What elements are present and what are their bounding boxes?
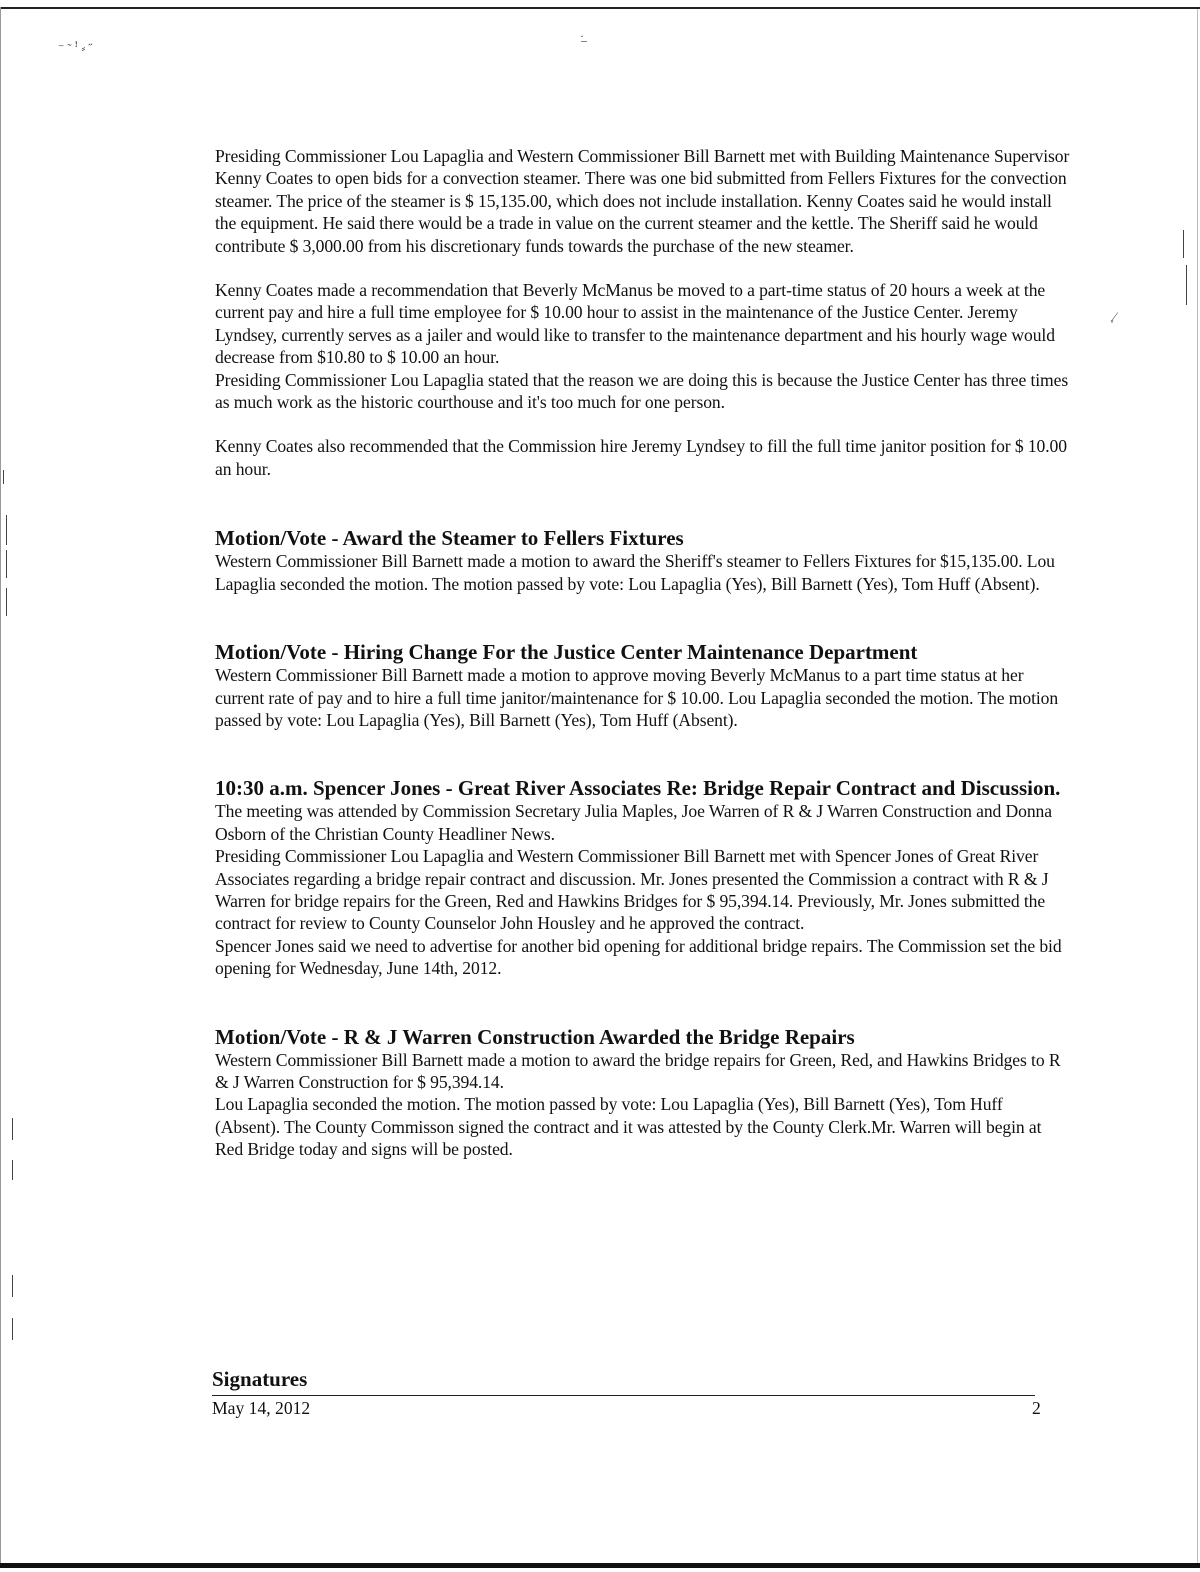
paragraph-janitor-recommendation: Kenny Coates also recommended that the Commission hire Jeremy Lyndsey to fill the full time janitor position for $ 10.00 an hour.	[215, 436, 1067, 479]
scan-speck: ·̲	[580, 29, 584, 43]
left-border	[0, 7, 1, 1567]
signature-divider	[212, 1395, 1035, 1396]
section-body: Western Commissioner Bill Barnett made a motion to award the bridge repairs for Green, Red, and Hawkins Bridges to R & J Warren Construction for $ 95,394.14.	[215, 1049, 1061, 1092]
paragraph-steamer-bid: Presiding Commissioner Lou Lapaglia and Western Commissioner Bill Barnett met with Building Maintenance Supervisor Kenny Coates to open bids for a convection steamer. There was one bid submitted from Fellers Fixtures for the convection steamer. The price of the steamer is $ 15,135.00, which does not include installation. Kenny Coates said he would install the equipment. He said there would be a trade in value on the current steamer and the kettle. The Sheriff said he would contribute $ 3,000.00 from his discretionary funds towards the purchase of the new steamer.	[215, 146, 1070, 256]
document-body	[215, 145, 1070, 1161]
scan-speck	[12, 1318, 13, 1340]
paragraph-justice-center-reason: Presiding Commissioner Lou Lapaglia stated that the reason we are doing this is because the Justice Center has three times as much work as the historic courthouse and it's too much for one person.	[215, 369, 1069, 413]
section-body: Spencer Jones said we need to advertise for another bid opening for additional bridge repairs. The Commission set the bid opening for Wednesday, June 14th, 2012.	[215, 935, 1062, 979]
scan-speck	[6, 550, 7, 578]
section-body: Western Commissioner Bill Barnett made a motion to approve moving Beverly McManus to a part time status at her current rate of pay and to hire a full time janitor/maintenance for $ 10.00. Lou Lapaglia seconded the motion. The motion passed by vote: Lou Lapaglia (Yes), Bill Barnett (Yes), Tom Huff (Absent).	[215, 665, 1059, 730]
signatures-heading: Signatures	[212, 1367, 308, 1391]
page-number: 2	[1032, 1398, 1041, 1418]
section-body: Lou Lapaglia seconded the motion. The motion passed by vote: Lou Lapaglia (Yes), Bill Barnett (Yes), Tom Huff (Absent). The County Commisson signed the contract and it was attested by the County Clerk.Mr. Warren will begin at Red Bridge today and signs will be posted.	[215, 1094, 1042, 1160]
scan-speck: ˳⁄	[1110, 309, 1116, 323]
scan-speck	[12, 1118, 13, 1140]
section-heading: Motion/Vote - Award the Steamer to Fellers Fixtures	[215, 526, 684, 551]
section-heading: Motion/Vote - Hiring Change For the Justice Center Maintenance Department	[215, 640, 918, 665]
scan-speck	[6, 588, 7, 616]
section-heading: Motion/Vote - R & J Warren Construction Awarded the Bridge Repairs	[215, 1024, 855, 1049]
paragraph-staffing-recommendation: Kenny Coates made a recommendation that Beverly McManus be moved to a part-time status of 20 hours a week at the current pay and hire a full time employee for $ 10.00 hour to assist in the maintenance of the Justice Center. Jeremy Lyndsey, currently serves as a jailer and would like to transfer to the maintenance department and his hourly wage would decrease from $10.80 to $ 10.00 an hour.	[215, 280, 1055, 368]
scan-speck: ⁻ ˜ ꜝ ⸗ ˝	[58, 41, 93, 55]
scan-speck	[12, 1275, 13, 1297]
top-border	[0, 7, 1200, 9]
scan-speck	[1186, 265, 1187, 305]
scan-speck	[1183, 230, 1184, 258]
section-body: The meeting was attended by Commission Secretary Julia Maples, Joe Warren of R & J Warren Construction and Donna Osborn of the Christian County Headliner News.	[215, 801, 1052, 844]
right-border	[1197, 9, 1198, 1564]
section-body: Western Commissioner Bill Barnett made a motion to award the Sheriff's steamer to Fellers Fixtures for $15,135.00. Lou Lapaglia seconded the motion. The motion passed by vote: Lou Lapaglia (Yes), Bill Barnett (Yes), Tom Huff (Absent).	[215, 551, 1055, 594]
bottom-border	[0, 1563, 1200, 1568]
section-heading: 10:30 a.m. Spencer Jones - Great River Associates Re: Bridge Repair Contract and Discussion.	[215, 776, 1061, 801]
footer-date: May 14, 2012	[212, 1398, 311, 1418]
scan-speck	[3, 470, 4, 484]
section-body: Presiding Commissioner Lou Lapaglia and Western Commissioner Bill Barnett met with Spencer Jones of Great River Associates regarding a bridge repair contract and discussion. Mr. Jones presented the Commission a contract with R & J Warren for bridge repairs for the Green, Red and Hawkins Bridges for $ 95,394.14. Previously, Mr. Jones submitted the contract for review to County Counselor John Housley and he approved the contract.	[215, 846, 1049, 934]
scan-speck	[12, 1160, 13, 1180]
scan-speck	[6, 515, 7, 545]
